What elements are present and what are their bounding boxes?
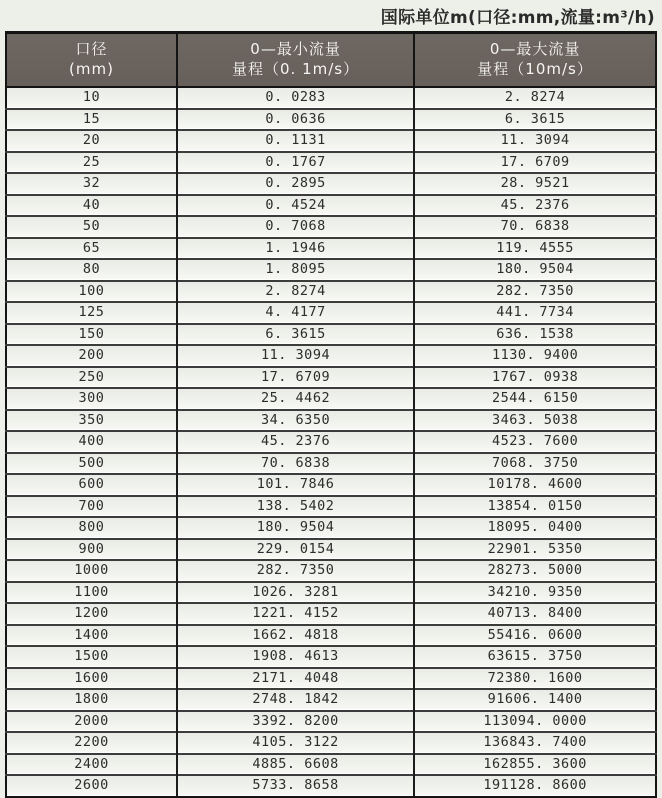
min-flow-cell: 282. 7350 [177, 560, 414, 582]
max-flow-cell: 3463. 5038 [414, 410, 656, 432]
min-flow-cell: 6. 3615 [177, 324, 414, 346]
max-flow-cell: 11. 3094 [414, 130, 656, 152]
table-row [6, 711, 656, 733]
table-row [6, 539, 656, 561]
diameter-cell: 100 [6, 281, 177, 303]
min-flow-cell: 229. 0154 [177, 539, 414, 561]
min-flow-cell: 0. 0636 [177, 109, 414, 131]
max-flow-cell: 28. 9521 [414, 173, 656, 195]
diameter-cell: 50 [6, 216, 177, 238]
diameter-cell: 15 [6, 109, 177, 131]
header-max-flow-line2: 量程（10m/s） [477, 60, 593, 78]
max-flow-cell: 1767. 0938 [414, 367, 656, 389]
max-flow-cell: 636. 1538 [414, 324, 656, 346]
max-flow-cell: 72380. 1600 [414, 668, 656, 690]
diameter-cell: 900 [6, 539, 177, 561]
header-diameter-line1: 口径 [75, 40, 108, 59]
table-row [6, 582, 656, 604]
table-row [6, 367, 656, 389]
page-title: 国际单位m(口径:mm,流量:m³/h) [380, 8, 655, 28]
min-flow-cell: 2171. 4048 [177, 668, 414, 690]
header-min-flow-line1: 0—最小流量 [250, 40, 341, 59]
max-flow-cell: 13854. 0150 [414, 496, 656, 518]
min-flow-cell: 11. 3094 [177, 345, 414, 367]
diameter-cell: 250 [6, 367, 177, 389]
table-row [6, 775, 656, 797]
min-flow-cell: 1221. 4152 [177, 603, 414, 625]
header-min-flow-line2: 量程（0. 1m/s） [232, 60, 360, 78]
table-row [6, 603, 656, 625]
min-flow-cell: 5733. 8658 [177, 775, 414, 797]
table-row [6, 195, 656, 217]
diameter-cell: 1100 [6, 582, 177, 604]
diameter-cell: 2200 [6, 732, 177, 754]
table-row [6, 754, 656, 776]
diameter-cell: 350 [6, 410, 177, 432]
max-flow-cell: 55416. 0600 [414, 625, 656, 647]
diameter-cell: 1500 [6, 646, 177, 668]
diameter-cell: 600 [6, 474, 177, 496]
min-flow-cell: 2. 8274 [177, 281, 414, 303]
diameter-cell: 32 [6, 173, 177, 195]
table-row [6, 173, 656, 195]
min-flow-cell: 138. 5402 [177, 496, 414, 518]
table-row [6, 474, 656, 496]
table-row [6, 560, 656, 582]
min-flow-cell: 101. 7846 [177, 474, 414, 496]
min-flow-cell: 1908. 4613 [177, 646, 414, 668]
min-flow-cell: 4885. 6608 [177, 754, 414, 776]
max-flow-cell: 18095. 0400 [414, 517, 656, 539]
diameter-cell: 300 [6, 388, 177, 410]
min-flow-cell: 1026. 3281 [177, 582, 414, 604]
min-flow-cell: 0. 2895 [177, 173, 414, 195]
diameter-cell: 20 [6, 130, 177, 152]
min-flow-cell: 1. 1946 [177, 238, 414, 260]
table-body [6, 87, 656, 797]
max-flow-cell: 70. 6838 [414, 216, 656, 238]
title-row [5, 0, 657, 31]
diameter-cell: 800 [6, 517, 177, 539]
diameter-cell: 1400 [6, 625, 177, 647]
table-row [6, 689, 656, 711]
table-row [6, 302, 656, 324]
diameter-cell: 1600 [6, 668, 177, 690]
diameter-cell: 150 [6, 324, 177, 346]
min-flow-cell: 0. 4524 [177, 195, 414, 217]
min-flow-cell: 0. 1767 [177, 152, 414, 174]
table-row [6, 431, 656, 453]
min-flow-cell: 1. 8095 [177, 259, 414, 281]
table-row [6, 496, 656, 518]
table-row [6, 216, 656, 238]
max-flow-cell: 441. 7734 [414, 302, 656, 324]
table-header [6, 33, 656, 88]
max-flow-cell: 2544. 6150 [414, 388, 656, 410]
max-flow-cell: 6. 3615 [414, 109, 656, 131]
column-header-max-flow [414, 33, 656, 88]
max-flow-cell: 63615. 3750 [414, 646, 656, 668]
header-max-flow-line1: 0—最大流量 [489, 40, 581, 59]
min-flow-cell: 3392. 8200 [177, 711, 414, 733]
max-flow-cell: 91606. 1400 [414, 689, 656, 711]
min-flow-cell: 4105. 3122 [177, 732, 414, 754]
max-flow-cell: 10178. 4600 [414, 474, 656, 496]
max-flow-cell: 40713. 8400 [414, 603, 656, 625]
diameter-cell: 65 [6, 238, 177, 260]
table-row [6, 87, 656, 109]
max-flow-cell: 119. 4555 [414, 238, 656, 260]
table-row [6, 646, 656, 668]
min-flow-cell: 45. 2376 [177, 431, 414, 453]
max-flow-cell: 2. 8274 [414, 87, 656, 109]
table-row [6, 388, 656, 410]
table-row [6, 152, 656, 174]
table-row [6, 732, 656, 754]
flow-range-table [5, 31, 657, 798]
diameter-cell: 200 [6, 345, 177, 367]
max-flow-cell: 136843. 7400 [414, 732, 656, 754]
min-flow-cell: 0. 1131 [177, 130, 414, 152]
diameter-cell: 2600 [6, 775, 177, 797]
diameter-cell: 500 [6, 453, 177, 475]
table-row [6, 345, 656, 367]
table-row [6, 130, 656, 152]
table-row [6, 281, 656, 303]
diameter-cell: 2400 [6, 754, 177, 776]
diameter-cell: 400 [6, 431, 177, 453]
column-header-diameter [6, 33, 177, 88]
diameter-cell: 80 [6, 259, 177, 281]
diameter-cell: 700 [6, 496, 177, 518]
min-flow-cell: 25. 4462 [177, 388, 414, 410]
table-row [6, 109, 656, 131]
max-flow-cell: 34210. 9350 [414, 582, 656, 604]
min-flow-cell: 0. 0283 [177, 87, 414, 109]
table-row [6, 324, 656, 346]
max-flow-cell: 282. 7350 [414, 281, 656, 303]
header-diameter-line2: (mm) [69, 60, 114, 78]
min-flow-cell: 0. 7068 [177, 216, 414, 238]
min-flow-cell: 2748. 1842 [177, 689, 414, 711]
diameter-cell: 1200 [6, 603, 177, 625]
header-row [6, 33, 656, 88]
max-flow-cell: 180. 9504 [414, 259, 656, 281]
table-row [6, 238, 656, 260]
table-row [6, 517, 656, 539]
diameter-cell: 1800 [6, 689, 177, 711]
diameter-cell: 125 [6, 302, 177, 324]
max-flow-cell: 22901. 5350 [414, 539, 656, 561]
max-flow-cell: 191128. 8600 [414, 775, 656, 797]
diameter-cell: 2000 [6, 711, 177, 733]
min-flow-cell: 17. 6709 [177, 367, 414, 389]
diameter-cell: 40 [6, 195, 177, 217]
table-row [6, 410, 656, 432]
max-flow-cell: 4523. 7600 [414, 431, 656, 453]
diameter-cell: 25 [6, 152, 177, 174]
min-flow-cell: 4. 4177 [177, 302, 414, 324]
column-header-min-flow [177, 33, 414, 88]
max-flow-cell: 45. 2376 [414, 195, 656, 217]
diameter-cell: 10 [6, 87, 177, 109]
min-flow-cell: 70. 6838 [177, 453, 414, 475]
table-row [6, 259, 656, 281]
max-flow-cell: 162855. 3600 [414, 754, 656, 776]
diameter-cell: 1000 [6, 560, 177, 582]
table-row [6, 668, 656, 690]
max-flow-cell: 17. 6709 [414, 152, 656, 174]
max-flow-cell: 113094. 0000 [414, 711, 656, 733]
min-flow-cell: 34. 6350 [177, 410, 414, 432]
table-row [6, 453, 656, 475]
table-row [6, 625, 656, 647]
min-flow-cell: 180. 9504 [177, 517, 414, 539]
max-flow-cell: 1130. 9400 [414, 345, 656, 367]
max-flow-cell: 28273. 5000 [414, 560, 656, 582]
max-flow-cell: 7068. 3750 [414, 453, 656, 475]
min-flow-cell: 1662. 4818 [177, 625, 414, 647]
